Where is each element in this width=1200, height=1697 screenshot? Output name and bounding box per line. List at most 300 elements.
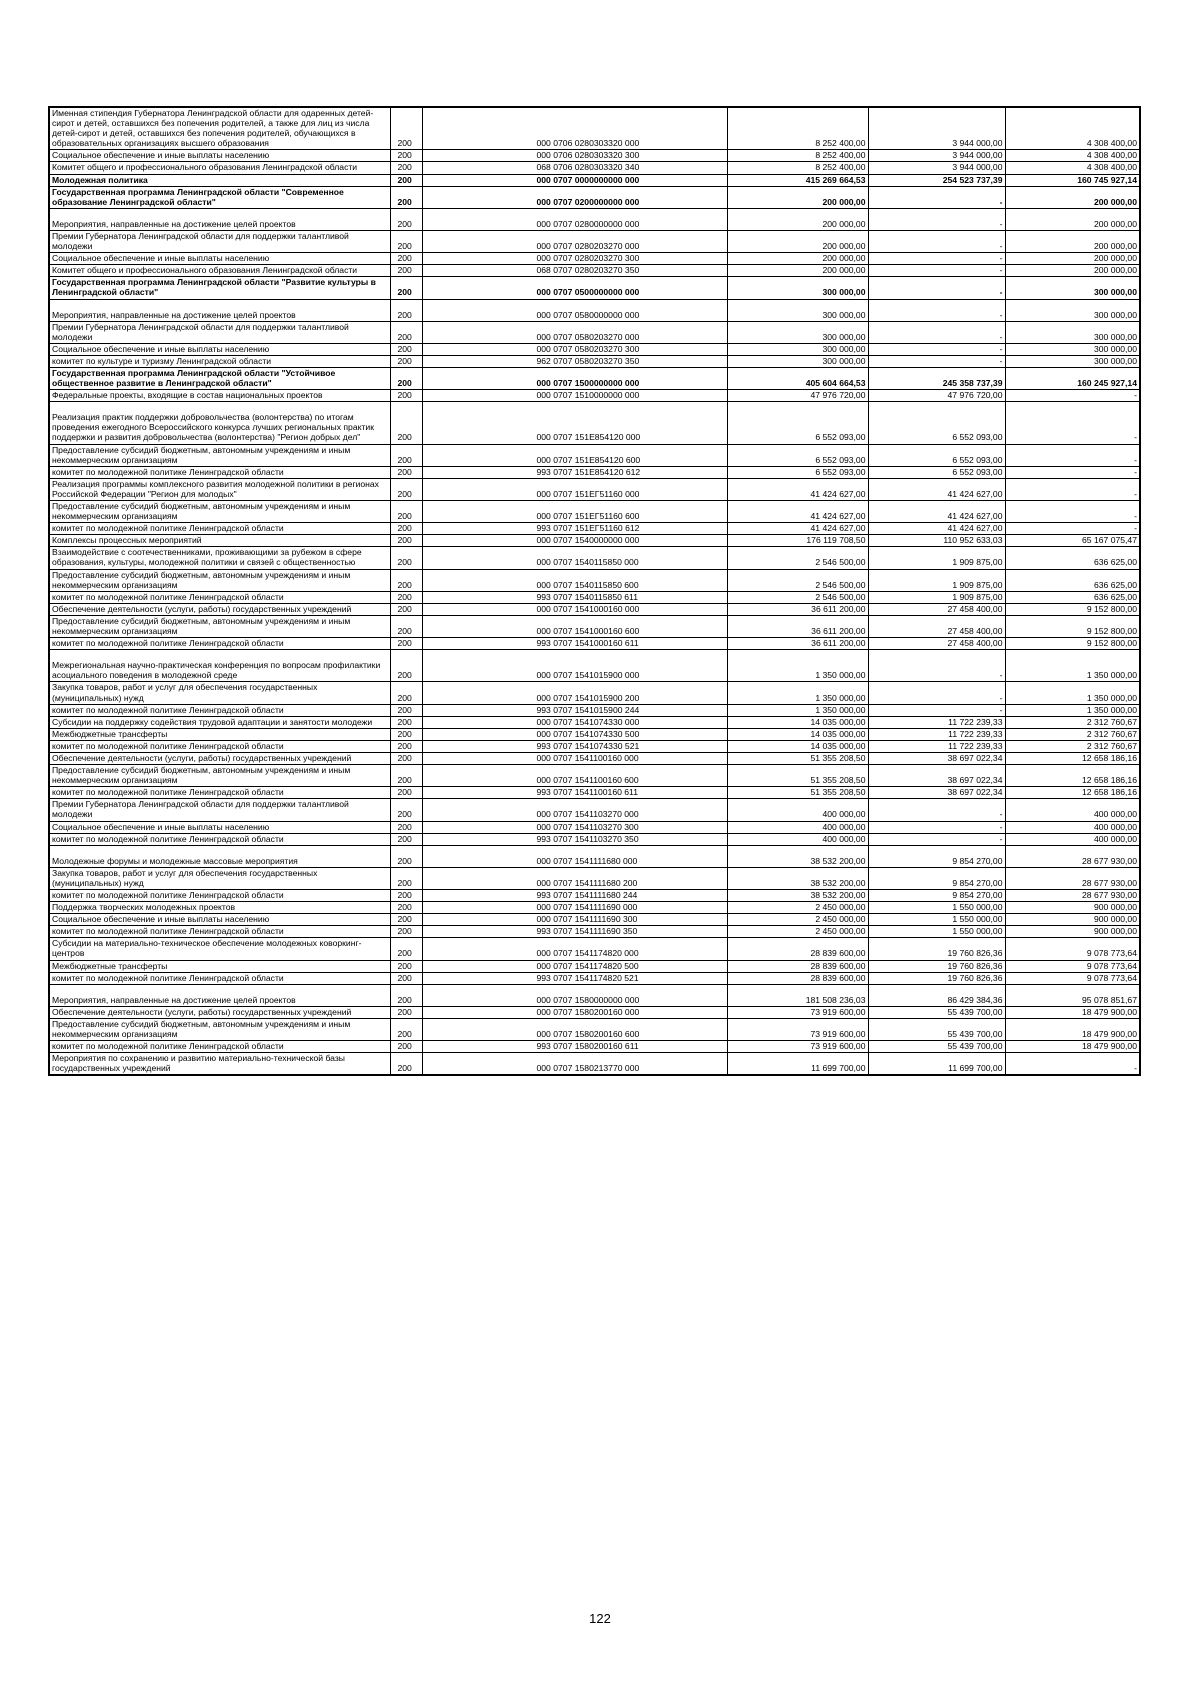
row-executed-amount-cell: 55 439 700,00 (868, 1006, 1005, 1018)
row-approved-amount-cell: 200 000,00 (727, 265, 868, 277)
row-executed-amount-cell: 27 458 400,00 (868, 603, 1005, 615)
row-approved-amount-cell: 2 546 500,00 (727, 569, 868, 591)
row-classification-code-cell: 000 0707 151E854120 600 (422, 444, 727, 466)
row-name-cell: Социальное обеспечение и иные выплаты населению (49, 253, 390, 265)
table-row (49, 1018, 1140, 1040)
row-admin-code-cell: 200 (390, 230, 422, 252)
row-executed-amount-cell: 86 429 384,36 (868, 984, 1005, 1006)
row-admin-code-cell: 200 (390, 277, 422, 299)
row-approved-amount-cell: 1 350 000,00 (727, 682, 868, 704)
row-unexecuted-amount-cell: 400 000,00 (1005, 799, 1140, 821)
row-unexecuted-amount-cell: 28 677 930,00 (1005, 867, 1140, 889)
row-executed-amount-cell: 6 552 093,00 (868, 466, 1005, 478)
row-executed-amount-cell: 38 697 022,34 (868, 752, 1005, 764)
row-executed-amount-cell: - (868, 355, 1005, 367)
row-name-cell: Поддержка творческих молодежных проектов (49, 902, 390, 914)
table-row (49, 299, 1140, 321)
row-approved-amount-cell: 73 919 600,00 (727, 1041, 868, 1053)
row-approved-amount-cell: 73 919 600,00 (727, 1006, 868, 1018)
row-unexecuted-amount-cell: 9 078 773,64 (1005, 972, 1140, 984)
row-executed-amount-cell: 9 854 270,00 (868, 845, 1005, 867)
row-admin-code-cell: 200 (390, 638, 422, 650)
row-approved-amount-cell: 73 919 600,00 (727, 1018, 868, 1040)
row-approved-amount-cell: 36 611 200,00 (727, 638, 868, 650)
row-approved-amount-cell: 47 976 720,00 (727, 390, 868, 402)
row-admin-code-cell: 200 (390, 478, 422, 500)
row-approved-amount-cell: 405 604 664,53 (727, 367, 868, 389)
row-name-cell: Молодежная политика (49, 174, 390, 186)
row-approved-amount-cell: 200 000,00 (727, 186, 868, 208)
table-row (49, 466, 1140, 478)
row-approved-amount-cell: 51 355 208,50 (727, 765, 868, 787)
row-executed-amount-cell: 1 550 000,00 (868, 902, 1005, 914)
row-admin-code-cell: 200 (390, 845, 422, 867)
row-name-cell: Предоставление субсидий бюджетным, автономным учреждениям и иным некоммерческим организациям (49, 569, 390, 591)
row-admin-code-cell: 200 (390, 799, 422, 821)
row-executed-amount-cell: 1 909 875,00 (868, 591, 1005, 603)
row-unexecuted-amount-cell: - (1005, 501, 1140, 523)
row-classification-code-cell: 000 0707 1540115850 600 (422, 569, 727, 591)
row-classification-code-cell: 000 0707 1540000000 000 (422, 535, 727, 547)
row-admin-code-cell: 200 (390, 728, 422, 740)
row-classification-code-cell: 000 0707 0280000000 000 (422, 208, 727, 230)
row-name-cell: Закупка товаров, работ и услуг для обеспечения государственных (муниципальных) нужд (49, 682, 390, 704)
row-classification-code-cell: 000 0707 0500000000 000 (422, 277, 727, 299)
row-admin-code-cell: 200 (390, 984, 422, 1006)
row-executed-amount-cell: 9 854 270,00 (868, 890, 1005, 902)
row-approved-amount-cell: 51 355 208,50 (727, 787, 868, 799)
table-row (49, 845, 1140, 867)
row-admin-code-cell: 200 (390, 162, 422, 174)
row-approved-amount-cell: 51 355 208,50 (727, 752, 868, 764)
row-admin-code-cell: 200 (390, 299, 422, 321)
row-approved-amount-cell: 300 000,00 (727, 321, 868, 343)
row-unexecuted-amount-cell: 65 167 075,47 (1005, 535, 1140, 547)
row-executed-amount-cell: 55 439 700,00 (868, 1041, 1005, 1053)
row-admin-code-cell: 200 (390, 208, 422, 230)
row-classification-code-cell: 000 0707 0580203270 300 (422, 343, 727, 355)
row-approved-amount-cell: 6 552 093,00 (727, 444, 868, 466)
row-executed-amount-cell: - (868, 208, 1005, 230)
row-approved-amount-cell: 2 546 500,00 (727, 547, 868, 569)
row-classification-code-cell: 993 0707 1541074330 521 (422, 740, 727, 752)
row-name-cell: Мероприятия, направленные на достижение целей проектов (49, 299, 390, 321)
row-executed-amount-cell: 1 550 000,00 (868, 914, 1005, 926)
row-admin-code-cell: 200 (390, 591, 422, 603)
row-unexecuted-amount-cell: 200 000,00 (1005, 208, 1140, 230)
table-row (49, 277, 1140, 299)
row-classification-code-cell: 993 0707 1541100160 611 (422, 787, 727, 799)
row-approved-amount-cell: 200 000,00 (727, 208, 868, 230)
row-classification-code-cell: 000 0706 0280303320 300 (422, 150, 727, 162)
table-row (49, 523, 1140, 535)
row-admin-code-cell: 200 (390, 547, 422, 569)
row-approved-amount-cell: 14 035 000,00 (727, 740, 868, 752)
row-unexecuted-amount-cell: 28 677 930,00 (1005, 845, 1140, 867)
row-approved-amount-cell: 38 532 200,00 (727, 867, 868, 889)
row-name-cell: Молодежные форумы и молодежные массовые мероприятия (49, 845, 390, 867)
row-classification-code-cell: 000 0707 0280203270 000 (422, 230, 727, 252)
table-row (49, 926, 1140, 938)
row-executed-amount-cell: 245 358 737,39 (868, 367, 1005, 389)
table-row (49, 321, 1140, 343)
row-unexecuted-amount-cell: 636 625,00 (1005, 569, 1140, 591)
row-executed-amount-cell: 41 424 627,00 (868, 523, 1005, 535)
table-row (49, 535, 1140, 547)
row-executed-amount-cell: - (868, 230, 1005, 252)
row-unexecuted-amount-cell: 636 625,00 (1005, 547, 1140, 569)
row-name-cell: комитет по молодежной политике Ленинградской области (49, 466, 390, 478)
table-row (49, 390, 1140, 402)
table-row (49, 787, 1140, 799)
row-admin-code-cell: 200 (390, 343, 422, 355)
row-name-cell: комитет по молодежной политике Ленинградской области (49, 523, 390, 535)
row-admin-code-cell: 200 (390, 367, 422, 389)
row-admin-code-cell: 200 (390, 926, 422, 938)
table-row (49, 972, 1140, 984)
row-classification-code-cell: 000 0707 0580000000 000 (422, 299, 727, 321)
row-unexecuted-amount-cell: - (1005, 466, 1140, 478)
row-classification-code-cell: 000 0707 1540115850 000 (422, 547, 727, 569)
row-unexecuted-amount-cell: 4 308 400,00 (1005, 150, 1140, 162)
row-executed-amount-cell: 38 697 022,34 (868, 765, 1005, 787)
row-executed-amount-cell: - (868, 650, 1005, 682)
table-row (49, 902, 1140, 914)
row-name-cell: Межрегиональная научно-практическая конференция по вопросам профилактики асоциального поведения в молодежной среде (49, 650, 390, 682)
row-admin-code-cell: 200 (390, 535, 422, 547)
row-unexecuted-amount-cell: 200 000,00 (1005, 253, 1140, 265)
row-executed-amount-cell: 19 760 826,36 (868, 938, 1005, 960)
row-admin-code-cell: 200 (390, 787, 422, 799)
row-name-cell: комитет по молодежной политике Ленинградской области (49, 972, 390, 984)
row-classification-code-cell: 000 0707 1541111690 300 (422, 914, 727, 926)
row-executed-amount-cell: 11 699 700,00 (868, 1053, 1005, 1076)
row-approved-amount-cell: 28 839 600,00 (727, 938, 868, 960)
table-row (49, 960, 1140, 972)
row-classification-code-cell: 000 0707 0000000000 000 (422, 174, 727, 186)
row-approved-amount-cell: 1 350 000,00 (727, 704, 868, 716)
row-classification-code-cell: 993 0707 1580200160 611 (422, 1041, 727, 1053)
row-executed-amount-cell: 11 722 239,33 (868, 716, 1005, 728)
table-row (49, 1006, 1140, 1018)
row-unexecuted-amount-cell: 2 312 760,67 (1005, 728, 1140, 740)
row-approved-amount-cell: 300 000,00 (727, 277, 868, 299)
row-classification-code-cell: 000 0707 151E854120 000 (422, 402, 727, 444)
row-name-cell: Обеспечение деятельности (услуги, работы) государственных учреждений (49, 603, 390, 615)
row-executed-amount-cell: 3 944 000,00 (868, 162, 1005, 174)
row-name-cell: Государственная программа Ленинградской области "Устойчивое общественное развитие в Ленинградской области" (49, 367, 390, 389)
table-row (49, 402, 1140, 444)
row-executed-amount-cell: - (868, 799, 1005, 821)
row-approved-amount-cell: 1 350 000,00 (727, 650, 868, 682)
row-approved-amount-cell: 2 450 000,00 (727, 902, 868, 914)
row-classification-code-cell: 993 0707 1541111680 244 (422, 890, 727, 902)
row-admin-code-cell: 200 (390, 938, 422, 960)
table-row (49, 444, 1140, 466)
row-unexecuted-amount-cell: 300 000,00 (1005, 343, 1140, 355)
table-row (49, 174, 1140, 186)
row-name-cell: Предоставление субсидий бюджетным, автономным учреждениям и иным некоммерческим организациям (49, 615, 390, 637)
table-row (49, 1053, 1140, 1076)
row-unexecuted-amount-cell: 9 078 773,64 (1005, 960, 1140, 972)
row-classification-code-cell: 000 0707 1541174820 500 (422, 960, 727, 972)
row-classification-code-cell: 000 0707 1541015900 000 (422, 650, 727, 682)
row-name-cell: Субсидии на материально-техническое обеспечение молодежных коворкинг-центров (49, 938, 390, 960)
table-row (49, 833, 1140, 845)
row-unexecuted-amount-cell: 400 000,00 (1005, 833, 1140, 845)
table-row (49, 501, 1140, 523)
row-admin-code-cell: 200 (390, 682, 422, 704)
row-classification-code-cell: 993 0707 151E854120 612 (422, 466, 727, 478)
row-admin-code-cell: 200 (390, 501, 422, 523)
row-unexecuted-amount-cell: 160 245 927,14 (1005, 367, 1140, 389)
row-approved-amount-cell: 8 252 400,00 (727, 162, 868, 174)
table-row (49, 867, 1140, 889)
row-classification-code-cell: 993 0707 1541111690 350 (422, 926, 727, 938)
row-name-cell: Государственная программа Ленинградской области "Современное образование Ленинградской области" (49, 186, 390, 208)
table-row (49, 716, 1140, 728)
row-admin-code-cell: 200 (390, 1053, 422, 1076)
row-admin-code-cell: 200 (390, 716, 422, 728)
row-classification-code-cell: 000 0707 1541111680 200 (422, 867, 727, 889)
row-name-cell: комитет по молодежной политике Ленинградской области (49, 740, 390, 752)
table-row (49, 162, 1140, 174)
row-unexecuted-amount-cell: 9 152 800,00 (1005, 638, 1140, 650)
row-admin-code-cell: 200 (390, 833, 422, 845)
table-row (49, 343, 1140, 355)
row-name-cell: Социальное обеспечение и иные выплаты населению (49, 150, 390, 162)
row-unexecuted-amount-cell: 300 000,00 (1005, 299, 1140, 321)
row-name-cell: Предоставление субсидий бюджетным, автономным учреждениям и иным некоммерческим организациям (49, 444, 390, 466)
row-approved-amount-cell: 415 269 664,53 (727, 174, 868, 186)
row-classification-code-cell: 000 0707 1541103270 000 (422, 799, 727, 821)
table-row (49, 253, 1140, 265)
row-executed-amount-cell: - (868, 821, 1005, 833)
row-name-cell: Мероприятия, направленные на достижение целей проектов (49, 984, 390, 1006)
row-classification-code-cell: 068 0706 0280303320 340 (422, 162, 727, 174)
row-name-cell: Межбюджетные трансферты (49, 728, 390, 740)
row-classification-code-cell: 000 0707 1580213770 000 (422, 1053, 727, 1076)
row-unexecuted-amount-cell: 200 000,00 (1005, 186, 1140, 208)
row-classification-code-cell: 000 0707 1541174820 000 (422, 938, 727, 960)
row-name-cell: Обеспечение деятельности (услуги, работы) государственных учреждений (49, 752, 390, 764)
row-approved-amount-cell: 41 424 627,00 (727, 501, 868, 523)
row-unexecuted-amount-cell: 18 479 900,00 (1005, 1018, 1140, 1040)
row-name-cell: комитет по молодежной политике Ленинградской области (49, 1041, 390, 1053)
row-admin-code-cell: 200 (390, 523, 422, 535)
row-executed-amount-cell: - (868, 265, 1005, 277)
row-name-cell: Предоставление субсидий бюджетным, автономным учреждениям и иным некоммерческим организациям (49, 1018, 390, 1040)
row-unexecuted-amount-cell: 900 000,00 (1005, 902, 1140, 914)
row-name-cell: Премии Губернатора Ленинградской области для поддержки талантливой молодежи (49, 799, 390, 821)
row-executed-amount-cell: 254 523 737,39 (868, 174, 1005, 186)
row-name-cell: Предоставление субсидий бюджетным, автономным учреждениям и иным некоммерческим организациям (49, 501, 390, 523)
row-classification-code-cell: 068 0707 0280203270 350 (422, 265, 727, 277)
row-classification-code-cell: 000 0707 1541074330 500 (422, 728, 727, 740)
row-executed-amount-cell: 9 854 270,00 (868, 867, 1005, 889)
row-unexecuted-amount-cell: - (1005, 478, 1140, 500)
table-row (49, 478, 1140, 500)
row-unexecuted-amount-cell: 2 312 760,67 (1005, 716, 1140, 728)
row-unexecuted-amount-cell: 9 152 800,00 (1005, 603, 1140, 615)
row-approved-amount-cell: 28 839 600,00 (727, 972, 868, 984)
row-unexecuted-amount-cell: 18 479 900,00 (1005, 1041, 1140, 1053)
row-executed-amount-cell: 47 976 720,00 (868, 390, 1005, 402)
row-admin-code-cell: 200 (390, 569, 422, 591)
row-classification-code-cell: 000 0707 0200000000 000 (422, 186, 727, 208)
row-unexecuted-amount-cell: 900 000,00 (1005, 926, 1140, 938)
row-classification-code-cell: 000 0707 1500000000 000 (422, 367, 727, 389)
row-unexecuted-amount-cell: - (1005, 390, 1140, 402)
row-name-cell: Государственная программа Ленинградской области "Развитие культуры в Ленинградской области" (49, 277, 390, 299)
row-executed-amount-cell: 3 944 000,00 (868, 107, 1005, 150)
row-classification-code-cell: 000 0707 151ЕГ51160 600 (422, 501, 727, 523)
row-executed-amount-cell: 41 424 627,00 (868, 478, 1005, 500)
row-executed-amount-cell: 6 552 093,00 (868, 444, 1005, 466)
table-row (49, 650, 1140, 682)
row-executed-amount-cell: - (868, 833, 1005, 845)
row-unexecuted-amount-cell: 900 000,00 (1005, 914, 1140, 926)
row-name-cell: комитет по молодежной политике Ленинградской области (49, 890, 390, 902)
row-approved-amount-cell: 28 839 600,00 (727, 960, 868, 972)
row-executed-amount-cell: - (868, 321, 1005, 343)
row-classification-code-cell: 993 0707 1541015900 244 (422, 704, 727, 716)
row-admin-code-cell: 200 (390, 186, 422, 208)
row-unexecuted-amount-cell: 4 308 400,00 (1005, 162, 1140, 174)
row-admin-code-cell: 200 (390, 107, 422, 150)
table-row (49, 615, 1140, 637)
row-name-cell: Социальное обеспечение и иные выплаты населению (49, 343, 390, 355)
row-classification-code-cell: 000 0707 1541111680 000 (422, 845, 727, 867)
row-classification-code-cell: 000 0707 0580203270 000 (422, 321, 727, 343)
table-row (49, 367, 1140, 389)
row-admin-code-cell: 200 (390, 1006, 422, 1018)
row-name-cell: комитет по молодежной политике Ленинградской области (49, 833, 390, 845)
row-executed-amount-cell: 27 458 400,00 (868, 638, 1005, 650)
row-admin-code-cell: 200 (390, 914, 422, 926)
row-classification-code-cell: 000 0707 1541074330 000 (422, 716, 727, 728)
row-classification-code-cell: 000 0707 1580000000 000 (422, 984, 727, 1006)
row-classification-code-cell: 962 0707 0580203270 350 (422, 355, 727, 367)
row-name-cell: Социальное обеспечение и иные выплаты населению (49, 821, 390, 833)
row-approved-amount-cell: 400 000,00 (727, 799, 868, 821)
row-admin-code-cell: 200 (390, 444, 422, 466)
row-unexecuted-amount-cell: 1 350 000,00 (1005, 650, 1140, 682)
row-classification-code-cell: 000 0707 0280203270 300 (422, 253, 727, 265)
table-row (49, 186, 1140, 208)
row-admin-code-cell: 200 (390, 1018, 422, 1040)
row-executed-amount-cell: 19 760 826,36 (868, 960, 1005, 972)
row-executed-amount-cell: - (868, 253, 1005, 265)
row-name-cell: Реализация программы комплексного развития молодежной политики в регионах Российской Федерации "Регион для молодых" (49, 478, 390, 500)
row-approved-amount-cell: 14 035 000,00 (727, 728, 868, 740)
row-executed-amount-cell: 1 909 875,00 (868, 569, 1005, 591)
row-name-cell: Реализация практик поддержки добровольчества (волонтерства) по итогам проведения ежегодного Всероссийского конкурса лучших региональных практик поддержки и развития добровольчества (волонтерства) "Регион добрых дел" (49, 402, 390, 444)
row-classification-code-cell: 993 0707 1541174820 521 (422, 972, 727, 984)
table-row (49, 821, 1140, 833)
row-name-cell: комитет по молодежной политике Ленинградской области (49, 926, 390, 938)
table-row (49, 938, 1140, 960)
row-name-cell: Взаимодействие с соотечественниками, проживающими за рубежом в сфере образования, культуры, молодежной политики и связей с общественностью (49, 547, 390, 569)
row-unexecuted-amount-cell: 1 350 000,00 (1005, 682, 1140, 704)
table-row (49, 704, 1140, 716)
table-row (49, 355, 1140, 367)
row-unexecuted-amount-cell: 18 479 900,00 (1005, 1006, 1140, 1018)
row-admin-code-cell: 200 (390, 253, 422, 265)
row-name-cell: комитет по молодежной политике Ленинградской области (49, 704, 390, 716)
row-classification-code-cell: 000 0707 1541111690 000 (422, 902, 727, 914)
row-approved-amount-cell: 200 000,00 (727, 230, 868, 252)
row-name-cell: Мероприятия, направленные на достижение целей проектов (49, 208, 390, 230)
row-unexecuted-amount-cell: - (1005, 402, 1140, 444)
row-executed-amount-cell: 38 697 022,34 (868, 787, 1005, 799)
row-approved-amount-cell: 6 552 093,00 (727, 466, 868, 478)
row-approved-amount-cell: 6 552 093,00 (727, 402, 868, 444)
row-executed-amount-cell: - (868, 704, 1005, 716)
row-admin-code-cell: 200 (390, 704, 422, 716)
row-admin-code-cell: 200 (390, 466, 422, 478)
row-name-cell: комитет по молодежной политике Ленинградской области (49, 787, 390, 799)
row-executed-amount-cell: - (868, 682, 1005, 704)
row-classification-code-cell: 993 0707 1540115850 611 (422, 591, 727, 603)
table-row (49, 150, 1140, 162)
row-admin-code-cell: 200 (390, 402, 422, 444)
row-unexecuted-amount-cell: - (1005, 1053, 1140, 1076)
row-classification-code-cell: 000 0707 1510000000 000 (422, 390, 727, 402)
row-name-cell: комитет по культуре и туризму Ленинградской области (49, 355, 390, 367)
row-classification-code-cell: 000 0707 1580200160 600 (422, 1018, 727, 1040)
row-unexecuted-amount-cell: 636 625,00 (1005, 591, 1140, 603)
row-name-cell: Предоставление субсидий бюджетным, автономным учреждениям и иным некоммерческим организациям (49, 765, 390, 787)
row-executed-amount-cell: 1 909 875,00 (868, 547, 1005, 569)
table-row (49, 638, 1140, 650)
row-executed-amount-cell: 41 424 627,00 (868, 501, 1005, 523)
table-row (49, 890, 1140, 902)
row-executed-amount-cell: 11 722 239,33 (868, 740, 1005, 752)
row-executed-amount-cell: 11 722 239,33 (868, 728, 1005, 740)
row-classification-code-cell: 000 0707 151ЕГ51160 000 (422, 478, 727, 500)
row-admin-code-cell: 200 (390, 615, 422, 637)
row-executed-amount-cell: 110 952 633,03 (868, 535, 1005, 547)
row-admin-code-cell: 200 (390, 1041, 422, 1053)
row-approved-amount-cell: 14 035 000,00 (727, 716, 868, 728)
row-executed-amount-cell: 3 944 000,00 (868, 150, 1005, 162)
row-name-cell: Мероприятия по сохранению и развитию материально-технической базы государственных учреждений (49, 1053, 390, 1076)
row-executed-amount-cell: - (868, 186, 1005, 208)
table-row (49, 799, 1140, 821)
row-unexecuted-amount-cell: 200 000,00 (1005, 265, 1140, 277)
row-classification-code-cell: 000 0707 1541000160 600 (422, 615, 727, 637)
row-unexecuted-amount-cell: 28 677 930,00 (1005, 890, 1140, 902)
table-row (49, 1041, 1140, 1053)
row-admin-code-cell: 200 (390, 821, 422, 833)
row-admin-code-cell: 200 (390, 972, 422, 984)
row-approved-amount-cell: 36 611 200,00 (727, 615, 868, 637)
row-executed-amount-cell: - (868, 343, 1005, 355)
table-row (49, 682, 1140, 704)
row-approved-amount-cell: 11 699 700,00 (727, 1053, 868, 1076)
row-admin-code-cell: 200 (390, 960, 422, 972)
row-unexecuted-amount-cell: - (1005, 444, 1140, 466)
row-name-cell: Закупка товаров, работ и услуг для обеспечения государственных (муниципальных) нужд (49, 867, 390, 889)
row-unexecuted-amount-cell: 200 000,00 (1005, 230, 1140, 252)
row-name-cell: Именная стипендия Губернатора Ленинградской области для одаренных детей-сирот и детей, оставшихся без попечения родителей, а также для лиц из числа детей-сирот и детей, оставшихся без попечения родителей, обучающихся в образовательных организациях высшего образования (49, 107, 390, 150)
row-approved-amount-cell: 300 000,00 (727, 355, 868, 367)
row-admin-code-cell: 200 (390, 890, 422, 902)
row-classification-code-cell: 993 0707 1541103270 350 (422, 833, 727, 845)
row-approved-amount-cell: 41 424 627,00 (727, 478, 868, 500)
row-executed-amount-cell: - (868, 299, 1005, 321)
